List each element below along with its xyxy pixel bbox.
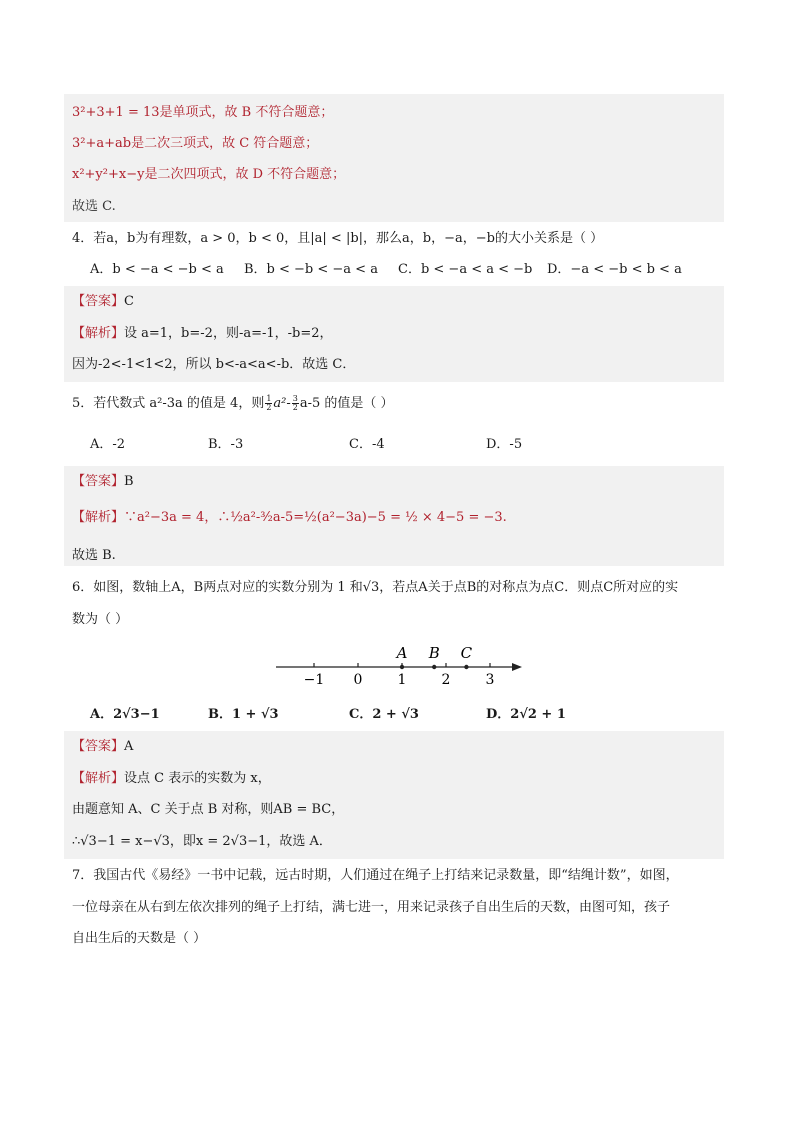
answer-value: B — [124, 474, 134, 489]
q4-option-d: D．−a < −b < b < a — [547, 262, 682, 277]
q4-analysis-line-1 — [72, 324, 333, 344]
tick-label: 2 — [441, 672, 451, 688]
q4-analysis-line-2: 因为-2<-1<1<2，所以 b<-a<a<-b．故选 C． — [72, 357, 356, 372]
answer-label: 【答案】 — [72, 739, 125, 754]
q4-option-a: A．b < −a < −b < a — [90, 262, 224, 277]
q4-answer — [72, 292, 134, 312]
q5-stem-part-c: a-5 的值是（ ） — [299, 396, 394, 411]
prev-solution-line-3: x²+y²+x−y是二次四项式，故 D 不符合题意； — [72, 167, 346, 182]
analysis-text: 设 a=1，b=-2，则-a=-1，-b=2， — [124, 326, 333, 341]
q7-stem-line-2: 一位母亲在从右到左依次排列的绳子上打结，满七进一，用来记录孩子自出生后的天数，由图可知，孩子 — [72, 900, 671, 915]
q6-analysis-line-2: 由题意知 A、C 关于点 B 对称，则AB = BC， — [72, 802, 345, 817]
analysis-label: 【解析】 — [72, 326, 125, 341]
q5-option-c: C．-4 — [349, 437, 385, 452]
q6-analysis-line-3: ∴√3−1 = x−√3，即x = 2√3−1，故选 A． — [72, 834, 332, 849]
q6-stem-line-2: 数为（ ） — [72, 612, 129, 627]
q5-fraction-2: $\frac{3}{2}$ — [292, 394, 298, 412]
q6-answer — [72, 737, 133, 757]
q5-fraction-1: $\frac{1}{2}$ — [266, 394, 272, 412]
analysis-label: 【解析】 — [72, 510, 125, 525]
point-b — [432, 665, 436, 669]
tick-label: 1 — [397, 672, 407, 688]
q6-option-c: C．2 + √3 — [349, 707, 419, 722]
q5-option-b: B．-3 — [208, 437, 244, 452]
q6-option-b: B．1 + √3 — [208, 707, 279, 722]
q4-option-b: B．b < −b < −a < a — [244, 262, 378, 277]
point-label-b: B — [428, 644, 440, 662]
q5-option-a: A．-2 — [90, 437, 126, 452]
q5-stem — [72, 394, 394, 414]
q5-analysis-line-2: 故选 B. — [72, 548, 116, 563]
axis-arrow — [512, 663, 522, 671]
point-label-a: A — [396, 644, 408, 662]
point-c — [464, 665, 468, 669]
q5-stem-part-b: a²- — [273, 396, 291, 411]
analysis-text: ∵a²−3a = 4，∴½a²-³⁄₂a-5=½(a²−3a)−5 = ½ × 4−5 = −3. — [124, 510, 507, 525]
q4-option-c: C．b < −a < a < −b — [398, 262, 533, 277]
prev-solution-line-1: 3²+3+1 = 13是单项式，故 B 不符合题意； — [72, 105, 334, 120]
q5-option-d: D．-5 — [486, 437, 523, 452]
tick-label: 0 — [353, 672, 363, 688]
q6-analysis-line-1 — [72, 769, 271, 789]
answer-value: A — [124, 739, 134, 754]
answer-value: C — [124, 294, 134, 309]
number-line-figure — [270, 642, 530, 690]
q6-stem-line-1: 6．如图，数轴上A，B两点对应的实数分别为 1 和√3，若点A关于点B的对称点为点C．则点C所对应的实 — [72, 580, 679, 595]
analysis-label: 【解析】 — [72, 771, 125, 786]
q5-analysis-line-1 — [72, 508, 507, 528]
prev-solution-conclusion: 故选 C. — [72, 199, 116, 214]
q7-stem-line-3: 自出生后的天数是（ ） — [72, 931, 207, 946]
prev-solution-line-2: 3²+a+ab是二次三项式，故 C 符合题意； — [72, 136, 319, 151]
point-a — [400, 665, 404, 669]
q6-option-a: A．2√3−1 — [90, 707, 160, 722]
number-line-points — [395, 644, 473, 669]
tick-label: −1 — [303, 672, 325, 688]
q5-answer — [72, 472, 134, 492]
point-label-c: C — [460, 644, 473, 662]
q4-stem: 4．若a，b为有理数，a > 0，b < 0，且|a| < |b|，那么a，b，−a，−b的大小关系是（ ） — [72, 231, 604, 246]
answer-label: 【答案】 — [72, 474, 125, 489]
q5-stem-part-a: 5．若代数式 a²-3a 的值是 4，则 — [72, 396, 265, 411]
tick-label: 3 — [485, 672, 495, 688]
analysis-text: 设点 C 表示的实数为 x， — [124, 771, 271, 786]
q7-stem-line-1: 7．我国古代《易经》一书中记载，远古时期，人们通过在绳子上打结来记录数量，即“结绳计数”，如图， — [72, 868, 679, 883]
answer-label: 【答案】 — [72, 294, 125, 309]
q6-option-d: D．2√2 + 1 — [486, 707, 566, 722]
